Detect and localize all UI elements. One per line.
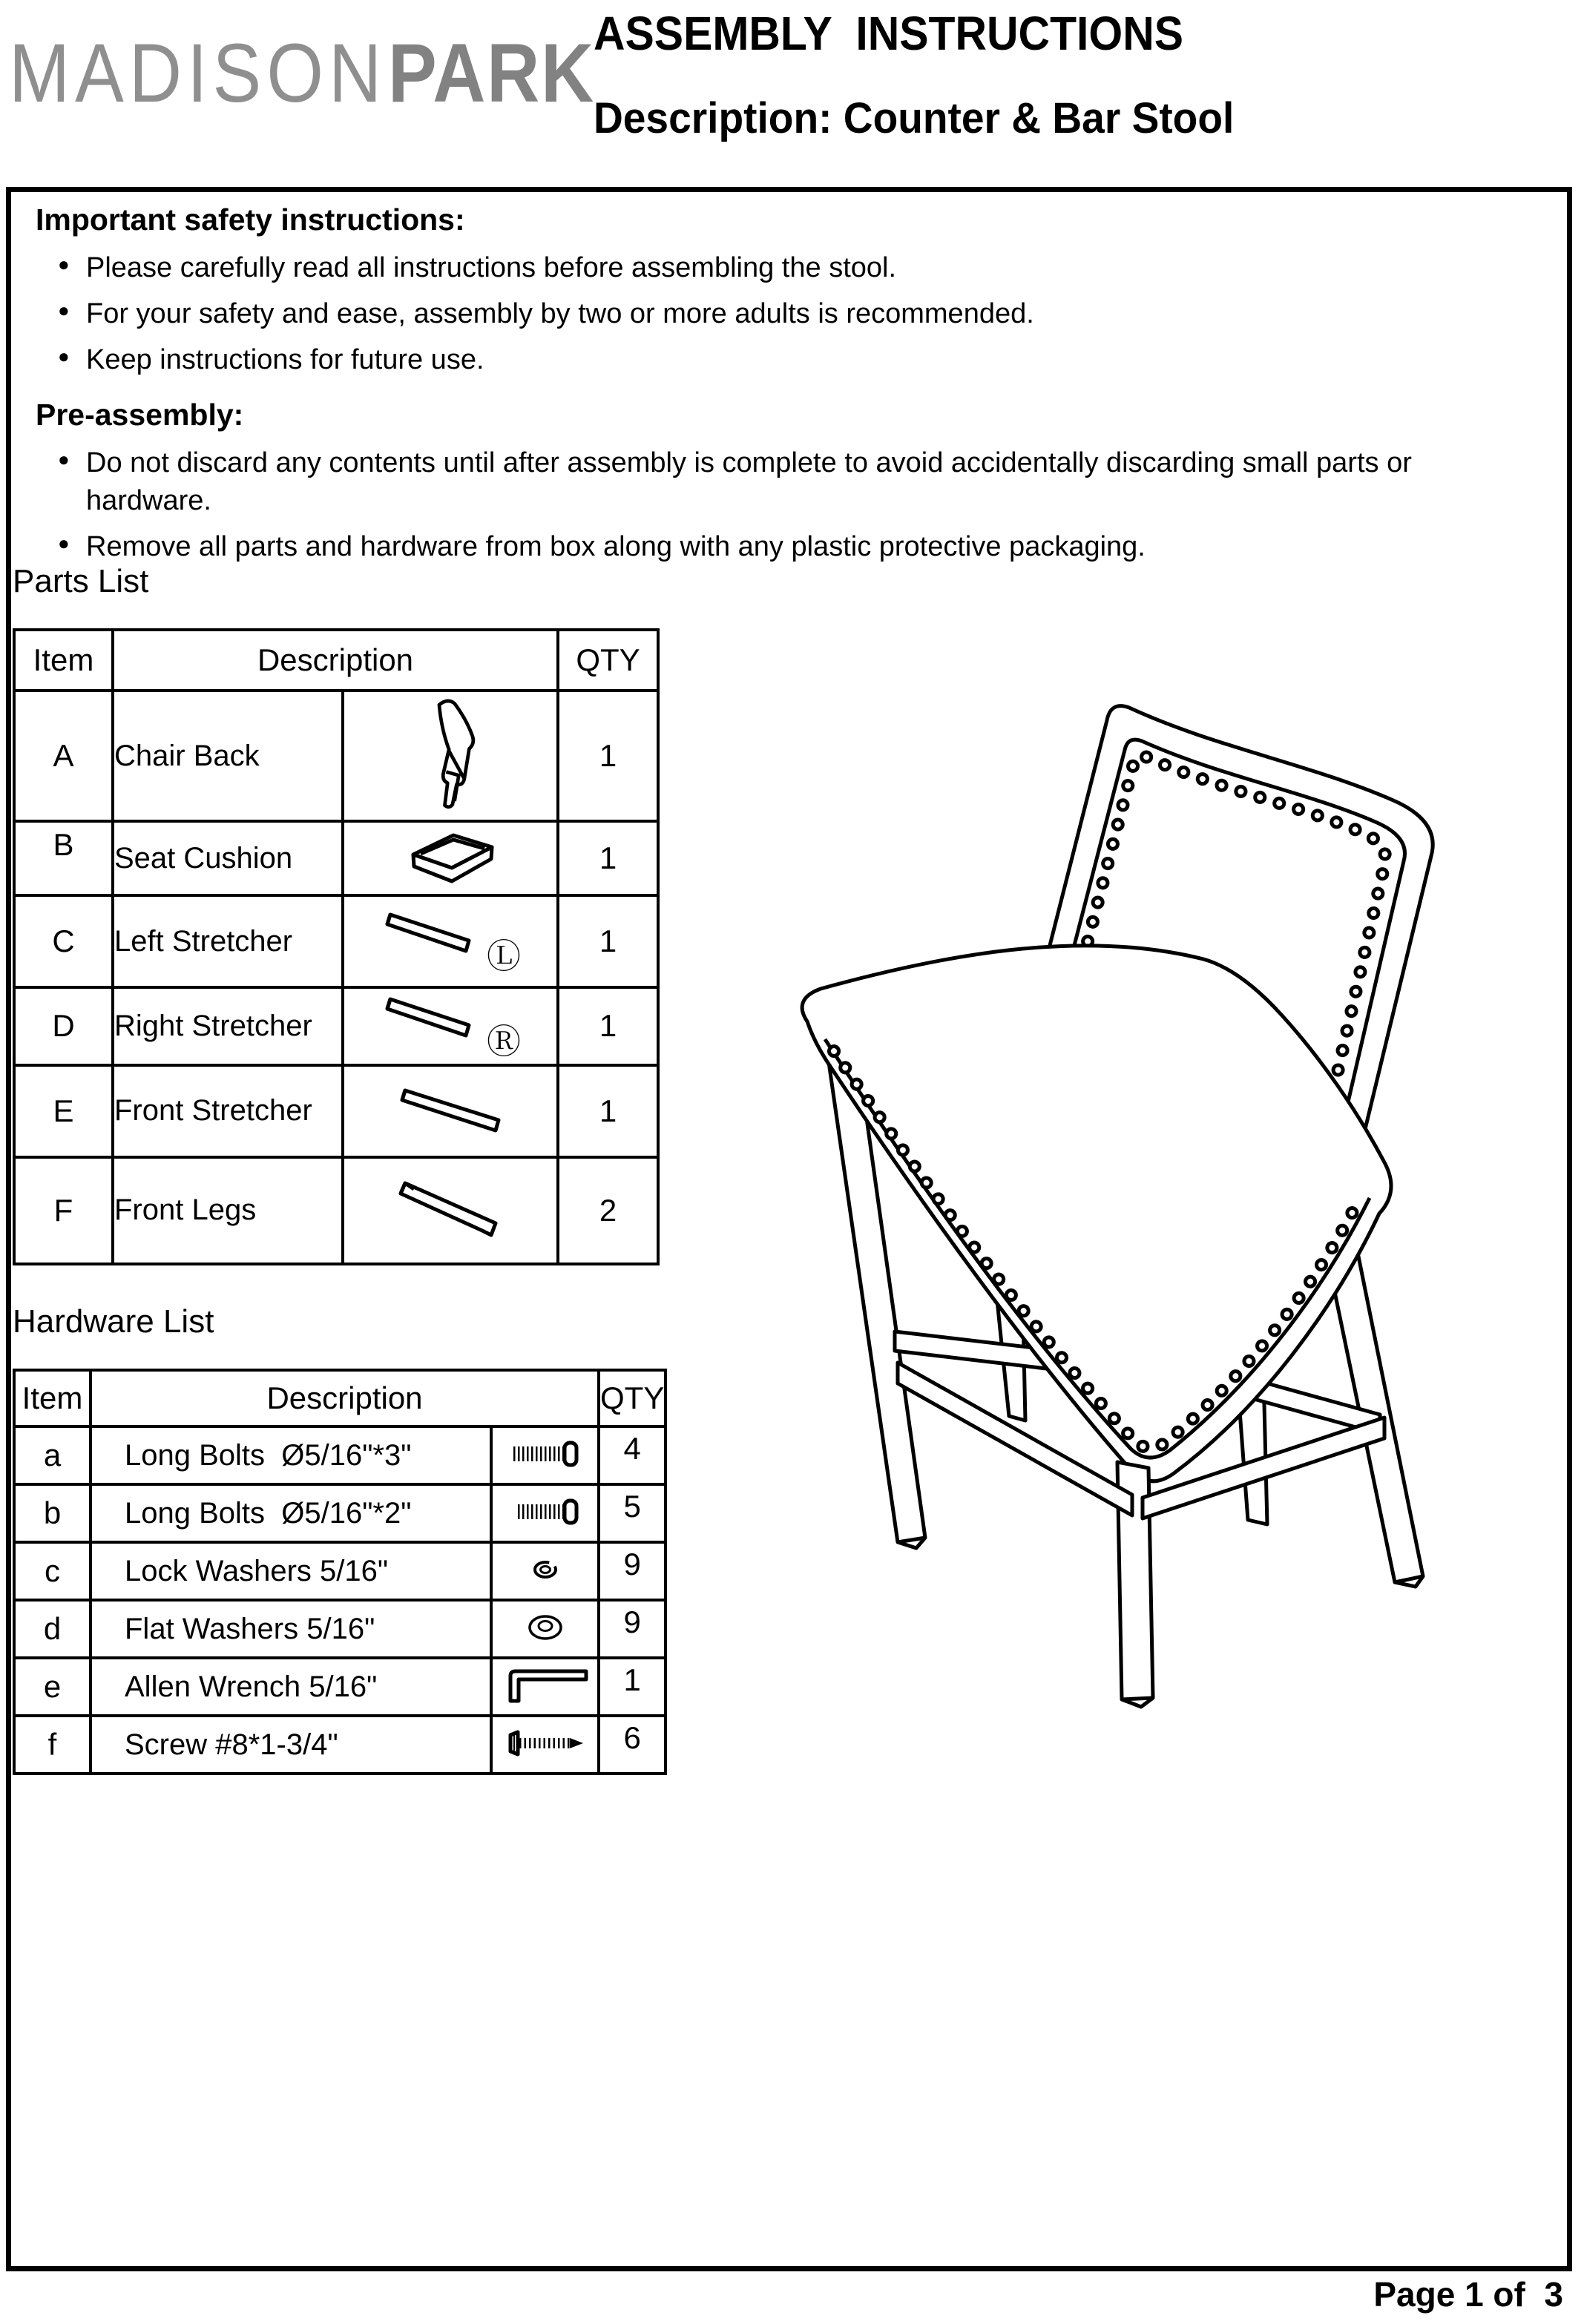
hardware-description: Allen Wrench 5/16" <box>91 1658 491 1716</box>
table-row <box>14 987 658 1065</box>
table-row <box>14 895 658 987</box>
brand-madison: MADISON <box>9 27 387 119</box>
safety-list <box>36 249 1508 378</box>
hardware-table <box>13 1369 667 1775</box>
title-block <box>594 0 1580 143</box>
subtitle-label: Description: <box>594 94 832 142</box>
part-description: Right Stretcher <box>113 987 343 1065</box>
hardware-image-cell <box>491 1426 599 1484</box>
part-image-cell <box>343 1065 558 1157</box>
part-image-cell <box>343 987 558 1065</box>
hardware-item: d <box>14 1600 91 1658</box>
stretcher-icon <box>380 904 476 958</box>
hardware-item: a <box>14 1426 91 1484</box>
part-description: Chair Back <box>113 691 343 821</box>
chair-back-icon <box>406 695 495 814</box>
part-qty: 1 <box>558 895 658 987</box>
hardware-item: c <box>14 1542 91 1600</box>
hardware-item: e <box>14 1658 91 1716</box>
parts-list-section <box>13 563 660 1265</box>
preassembly-item: ● Remove all parts and hardware from box along with any plastic protective packaging. <box>58 528 1508 565</box>
table-row <box>14 1600 666 1658</box>
hardware-item: b <box>14 1484 91 1542</box>
preassembly-list <box>36 444 1508 564</box>
col-qty: QTY <box>558 630 658 691</box>
table-row <box>14 1658 666 1716</box>
right-marker-badge: Ⓡ <box>487 1021 521 1061</box>
stretcher-icon <box>380 989 476 1042</box>
part-image-cell <box>343 895 558 987</box>
safety-item: ● For your safety and ease, assembly by two or more adults is recommended. <box>58 295 1508 332</box>
hardware-qty: 1 <box>599 1658 666 1716</box>
part-description: Front Legs <box>113 1157 343 1264</box>
hardware-description: Screw #8*1-3/4" <box>91 1716 491 1774</box>
page-number: Page 1 of 3 <box>1373 2275 1563 2314</box>
safety-item: ● Please carefully read all instructions before assembling the stool. <box>58 249 1508 286</box>
long-bolt-icon <box>502 1433 589 1475</box>
part-item: B <box>14 821 113 895</box>
hardware-qty: 5 <box>599 1484 666 1542</box>
hardware-description: Long Bolts Ø5/16"*3" <box>91 1426 491 1484</box>
part-qty: 2 <box>558 1157 658 1264</box>
content-border-box <box>6 187 1572 2271</box>
col-description: Description <box>91 1370 599 1426</box>
parts-table-header <box>14 630 658 691</box>
table-row <box>14 1426 666 1484</box>
preassembly-heading: Pre-assembly: <box>36 398 244 432</box>
hardware-item: f <box>14 1716 91 1774</box>
safety-heading: Important safety instructions: <box>36 203 465 237</box>
part-item: C <box>14 895 113 987</box>
table-row <box>14 691 658 821</box>
part-item: D <box>14 987 113 1065</box>
part-qty: 1 <box>558 821 658 895</box>
preassembly-item: ● Do not discard any contents until after assembly is complete to avoid accidentally discarding small parts or hardware. <box>58 444 1508 519</box>
hardware-image-cell <box>491 1716 599 1774</box>
safety-section <box>36 203 1508 574</box>
part-item: A <box>14 691 113 821</box>
hardware-qty: 9 <box>599 1542 666 1600</box>
brand-logo <box>9 25 595 121</box>
table-row <box>14 1484 666 1542</box>
long-bolt-icon <box>502 1491 589 1533</box>
brand-park: PARK <box>388 27 596 119</box>
hardware-description: Flat Washers 5/16" <box>91 1600 491 1658</box>
stretcher-icon <box>395 1080 506 1138</box>
lock-washer-icon <box>502 1552 589 1587</box>
hardware-image-cell <box>491 1484 599 1542</box>
part-description: Seat Cushion <box>113 821 343 895</box>
col-item: Item <box>14 1370 91 1426</box>
seat-cushion-icon <box>401 828 499 886</box>
hardware-qty: 6 <box>599 1716 666 1774</box>
part-image-cell <box>343 821 558 895</box>
stool-illustration <box>786 667 1499 1750</box>
part-image-cell <box>343 691 558 821</box>
page-title: ASSEMBLY INSTRUCTIONS <box>594 7 1183 60</box>
part-qty: 1 <box>558 987 658 1065</box>
left-marker-badge: Ⓛ <box>487 936 521 977</box>
part-item: F <box>14 1157 113 1264</box>
hardware-description: Long Bolts Ø5/16"*2" <box>91 1484 491 1542</box>
hardware-list-title: Hardware List <box>13 1303 214 1340</box>
page-subtitle <box>594 93 1531 143</box>
part-description: Left Stretcher <box>113 895 343 987</box>
hardware-image-cell <box>491 1600 599 1658</box>
part-description: Front Stretcher <box>113 1065 343 1157</box>
col-qty: QTY <box>599 1370 666 1426</box>
table-row <box>14 821 658 895</box>
safety-item: ● Keep instructions for future use. <box>58 341 1508 378</box>
table-row <box>14 1716 666 1774</box>
hardware-list-section <box>13 1303 667 1775</box>
hardware-image-cell <box>491 1542 599 1600</box>
hardware-description: Lock Washers 5/16" <box>91 1542 491 1600</box>
part-image-cell <box>343 1157 558 1264</box>
part-qty: 1 <box>558 691 658 821</box>
table-row <box>14 1542 666 1600</box>
hardware-qty: 4 <box>599 1426 666 1484</box>
flat-washer-icon <box>502 1607 589 1647</box>
hardware-image-cell <box>491 1658 599 1716</box>
parts-list-title: Parts List <box>13 563 149 599</box>
col-item: Item <box>14 630 113 691</box>
table-row <box>14 1065 658 1157</box>
subtitle-value: Counter & Bar Stool <box>843 94 1235 142</box>
allen-wrench-icon <box>499 1664 592 1707</box>
front-leg-icon <box>395 1174 506 1242</box>
screw-icon <box>500 1724 591 1762</box>
col-description: Description <box>113 630 558 691</box>
hardware-qty: 9 <box>599 1600 666 1658</box>
part-item: E <box>14 1065 113 1157</box>
part-qty: 1 <box>558 1065 658 1157</box>
table-row <box>14 1157 658 1264</box>
hardware-table-header <box>14 1370 666 1426</box>
parts-table <box>13 628 660 1265</box>
